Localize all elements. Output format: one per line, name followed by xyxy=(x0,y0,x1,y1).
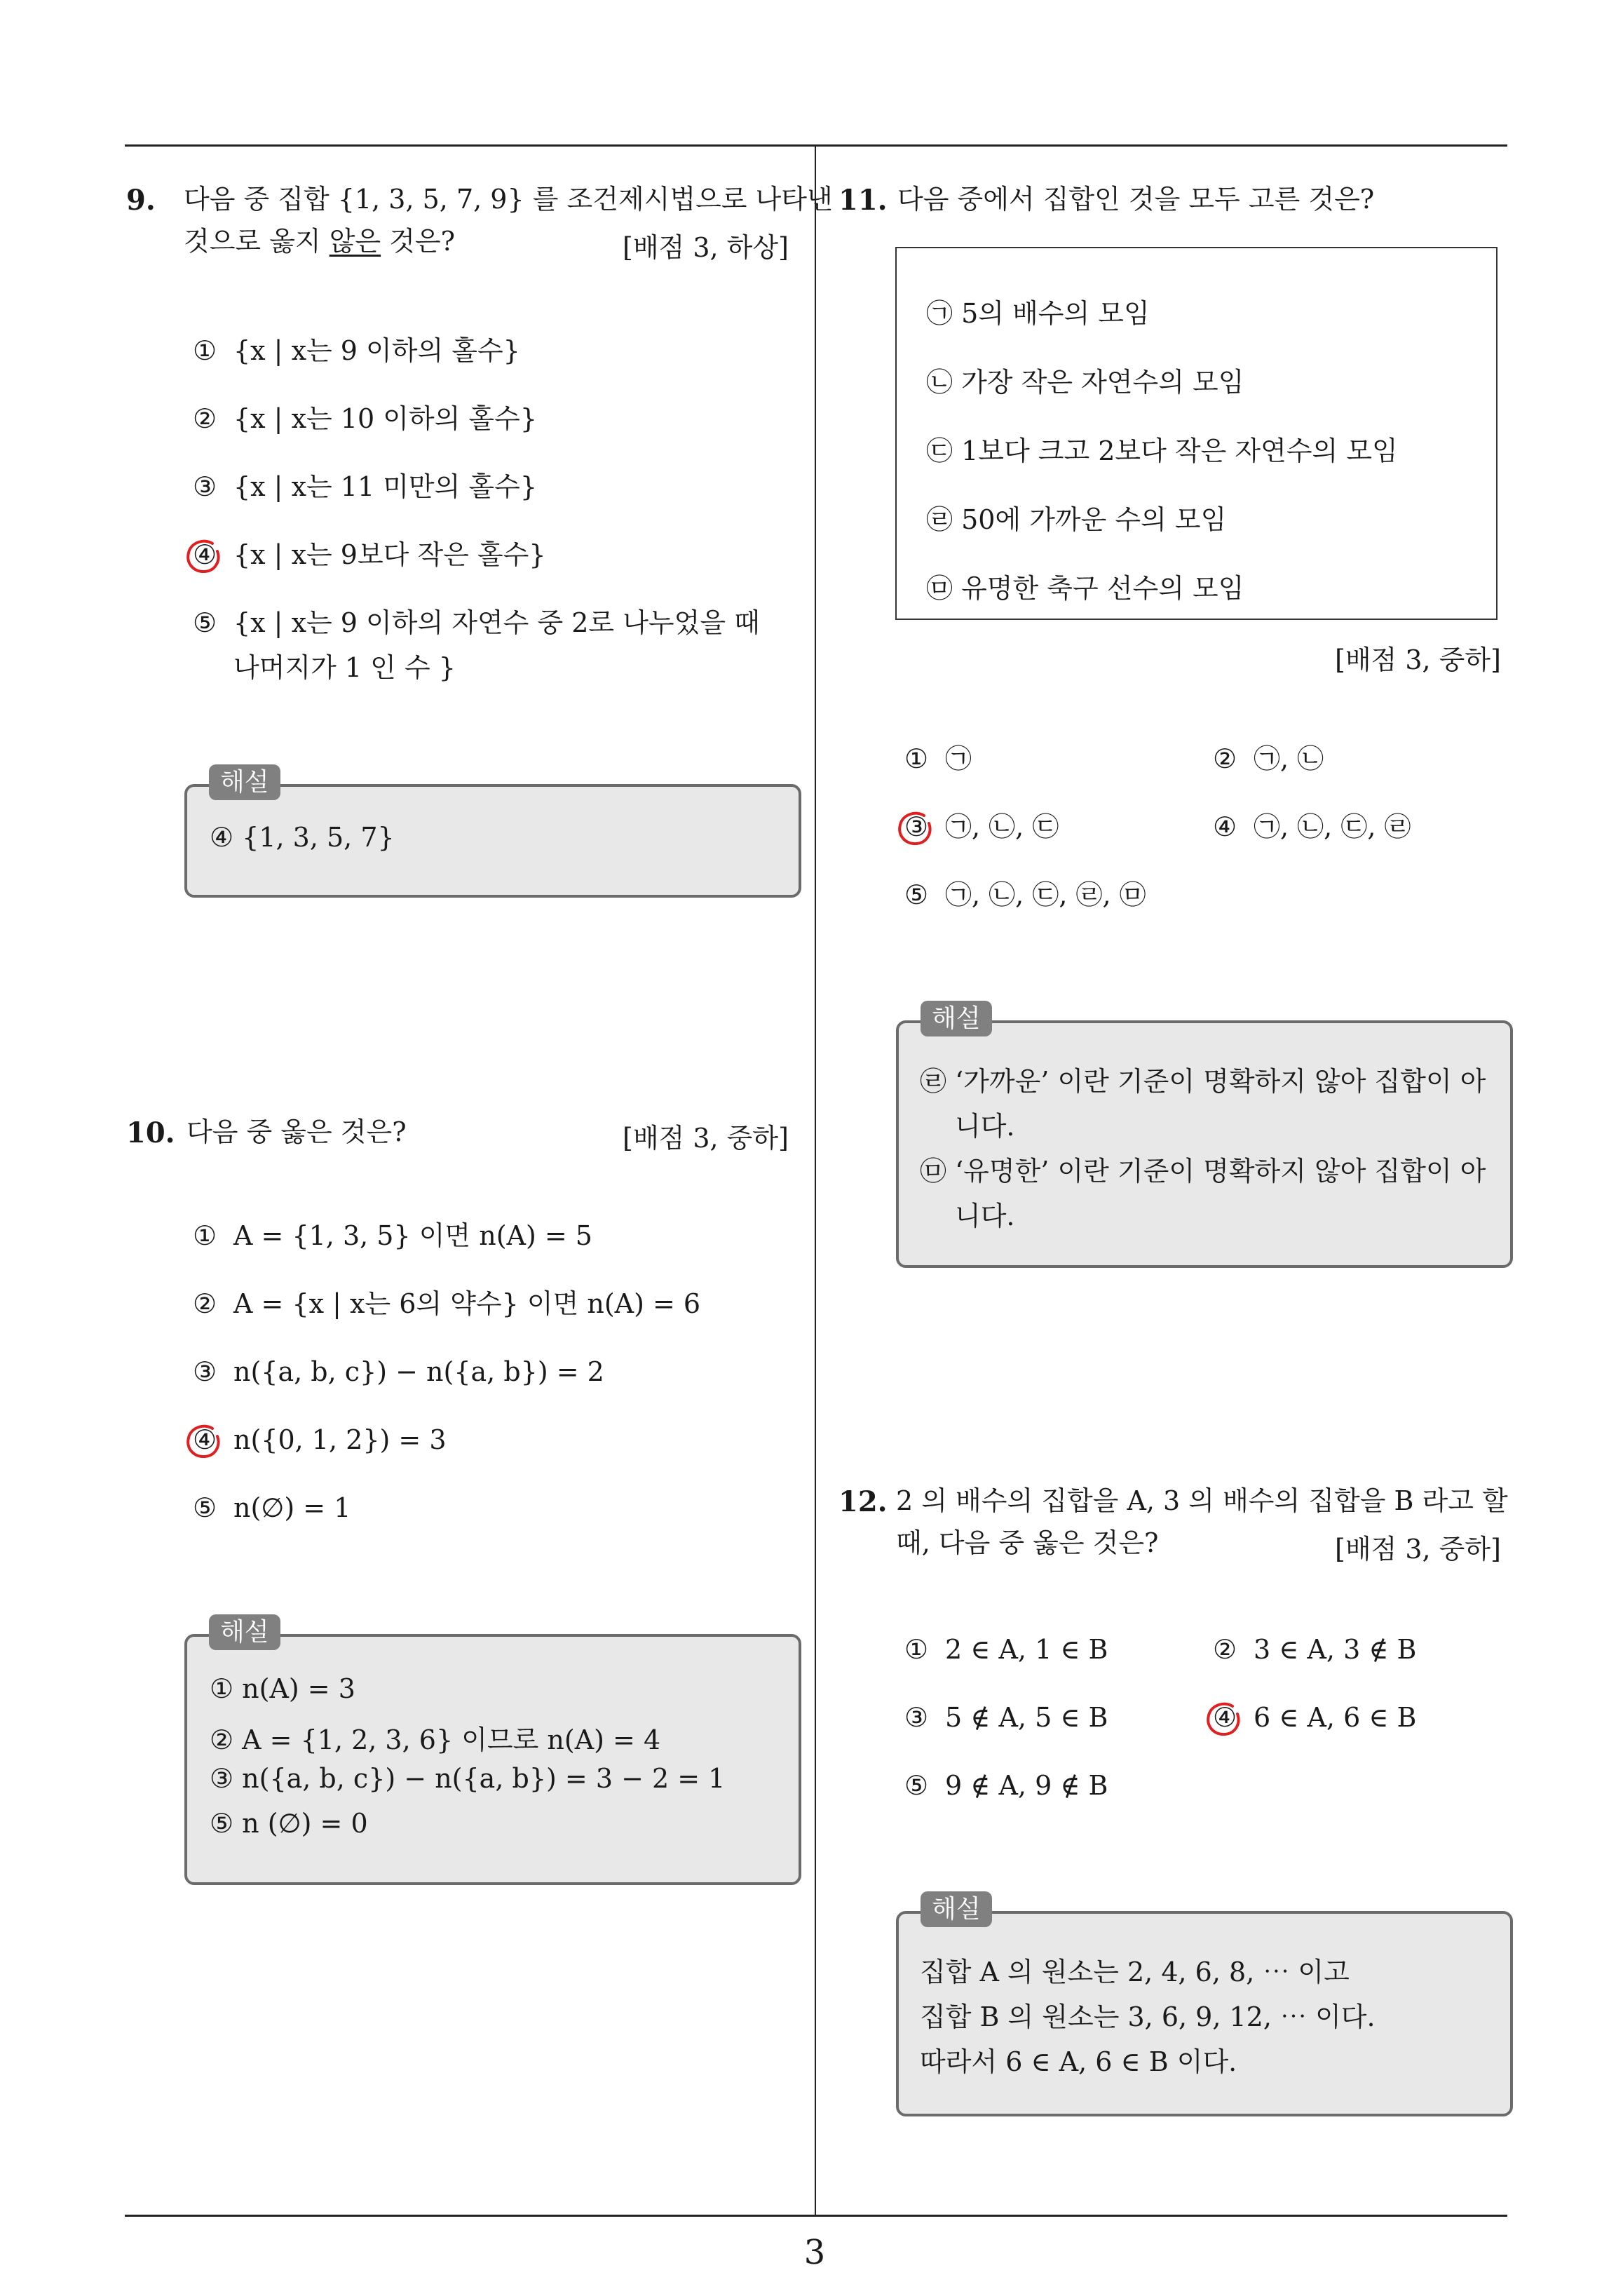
explanation-line: ② A = {1, 2, 3, 6} 이므로 n(A) = 4 xyxy=(210,1724,661,1755)
explanation-line: ① n(A) = 3 xyxy=(210,1673,355,1704)
choice-4[interactable]: ④ ㉠, ㉡, ㉢, ㉣ xyxy=(1213,811,1411,842)
condition-item: ㉡ 가장 작은 자연수의 모임 xyxy=(926,367,1244,398)
choice-1[interactable]: ① 2 ∈ A, 1 ∈ B xyxy=(904,1634,1108,1665)
question-text: 다음 중 옳은 것은? xyxy=(186,1116,407,1147)
choice-5[interactable]: ⑤ ㉠, ㉡, ㉢, ㉣, ㉤ xyxy=(904,879,1146,910)
choice-4[interactable]: ④ n({0, 1, 2}) = 3 xyxy=(193,1424,447,1455)
choice-3[interactable]: ③ {x | x는 11 미만의 홀수} xyxy=(193,471,538,502)
bottom-rule xyxy=(125,2215,1507,2217)
question-text-line2: 때, 다음 중 옳은 것은? xyxy=(896,1527,1159,1558)
explanation-line: 니다. xyxy=(955,1201,1015,1231)
answer-circle-mark xyxy=(184,537,222,575)
explanation-box xyxy=(184,1634,801,1885)
choice-1[interactable]: ① ㉠ xyxy=(904,743,972,774)
choice-5[interactable]: ⑤ n(∅) = 1 xyxy=(193,1492,351,1523)
explanation-tab: 해설 xyxy=(209,1614,280,1650)
score-label: [배점 3, 중하] xyxy=(623,1123,789,1154)
explanation-line: 집합 A 의 원소는 2, 4, 6, 8, ⋯ 이고 xyxy=(920,1957,1350,1987)
explanation-tab: 해설 xyxy=(921,1891,992,1927)
question-text-line2 xyxy=(184,226,455,258)
explanation-line: 니다. xyxy=(955,1111,1015,1142)
answer-circle-mark xyxy=(1204,1700,1242,1738)
question-text: 2 의 배수의 집합을 A, 3 의 배수의 집합을 B 라고 할 xyxy=(896,1485,1508,1516)
question-text: 다음 중 집합 {1, 3, 5, 7, 9} 를 조건제시법으로 나타낸 xyxy=(184,184,833,215)
score-label: [배점 3, 중하] xyxy=(1335,1534,1501,1565)
choice-5-continuation: 나머지가 1 인 수 } xyxy=(233,652,456,683)
explanation-line: ㉤ ‘유명한’ 이란 기준이 명확하지 않아 집합이 아 xyxy=(920,1156,1486,1187)
choice-3[interactable]: ③ n({a, b, c}) − n({a, b}) = 2 xyxy=(193,1356,604,1387)
column-divider xyxy=(815,144,816,2216)
explanation-line: 따라서 6 ∈ A, 6 ∈ B 이다. xyxy=(920,2046,1237,2077)
explanation-line: 집합 B 의 원소는 3, 6, 9, 12, ⋯ 이다. xyxy=(920,2001,1376,2032)
choice-5[interactable]: ⑤ {x | x는 9 이하의 자연수 중 2로 나누었을 때 xyxy=(193,607,760,638)
condition-item: ㉠ 5의 배수의 모임 xyxy=(926,298,1150,329)
explanation-box xyxy=(896,1911,1513,2116)
explanation-line: ④ {1, 3, 5, 7} xyxy=(210,822,395,853)
condition-item: ㉤ 유명한 축구 선수의 모임 xyxy=(926,573,1244,604)
explanation-tab: 해설 xyxy=(921,1001,992,1036)
choice-4[interactable]: ④ {x | x는 9보다 작은 홀수} xyxy=(193,539,546,570)
question-number: 11. xyxy=(838,184,888,217)
choice-5[interactable]: ⑤ 9 ∉ A, 9 ∉ B xyxy=(904,1770,1108,1801)
choice-4[interactable]: ④ 6 ∈ A, 6 ∈ B xyxy=(1213,1702,1417,1733)
choice-3[interactable]: ③ 5 ∉ A, 5 ∈ B xyxy=(904,1702,1108,1733)
question-number: 9. xyxy=(126,184,156,217)
explanation-line: ⑤ n (∅) = 0 xyxy=(210,1808,368,1839)
choice-2[interactable]: ② A = {x | x는 6의 약수} 이면 n(A) = 6 xyxy=(193,1288,701,1319)
question-text-part: 것은? xyxy=(381,226,455,257)
underlined-word: 않은 xyxy=(329,226,381,257)
answer-circle-mark xyxy=(184,1422,222,1460)
explanation-box xyxy=(184,784,801,898)
choice-1[interactable]: ① A = {1, 3, 5} 이면 n(A) = 5 xyxy=(193,1220,592,1251)
choice-3[interactable]: ③ ㉠, ㉡, ㉢ xyxy=(904,811,1059,842)
explanation-tab: 해설 xyxy=(209,764,280,800)
score-label: [배점 3, 중하] xyxy=(1335,644,1501,675)
question-number: 10. xyxy=(126,1116,175,1149)
answer-circle-mark xyxy=(896,809,934,847)
condition-box xyxy=(895,247,1498,620)
score-label: [배점 3, 하상] xyxy=(623,232,789,263)
question-number: 12. xyxy=(838,1485,888,1518)
condition-item: ㉣ 50에 가까운 수의 모임 xyxy=(926,504,1227,535)
question-text: 다음 중에서 집합인 것을 모두 고른 것은? xyxy=(897,184,1375,215)
explanation-box xyxy=(896,1020,1513,1268)
choice-2[interactable]: ② {x | x는 10 이하의 홀수} xyxy=(193,403,538,434)
top-rule xyxy=(125,144,1507,147)
explanation-line: ㉣ ‘가까운’ 이란 기준이 명확하지 않아 집합이 아 xyxy=(920,1066,1486,1097)
choice-2[interactable]: ② 3 ∈ A, 3 ∉ B xyxy=(1213,1634,1417,1665)
choice-2[interactable]: ② ㉠, ㉡ xyxy=(1213,743,1324,774)
page-number: 3 xyxy=(803,2233,826,2272)
choice-1[interactable]: ① {x | x는 9 이하의 홀수} xyxy=(193,335,520,366)
question-text-part: 것으로 옳지 xyxy=(184,226,330,257)
explanation-line: ③ n({a, b, c}) − n({a, b}) = 3 − 2 = 1 xyxy=(210,1763,726,1794)
condition-item: ㉢ 1보다 크고 2보다 작은 자연수의 모임 xyxy=(926,435,1398,466)
